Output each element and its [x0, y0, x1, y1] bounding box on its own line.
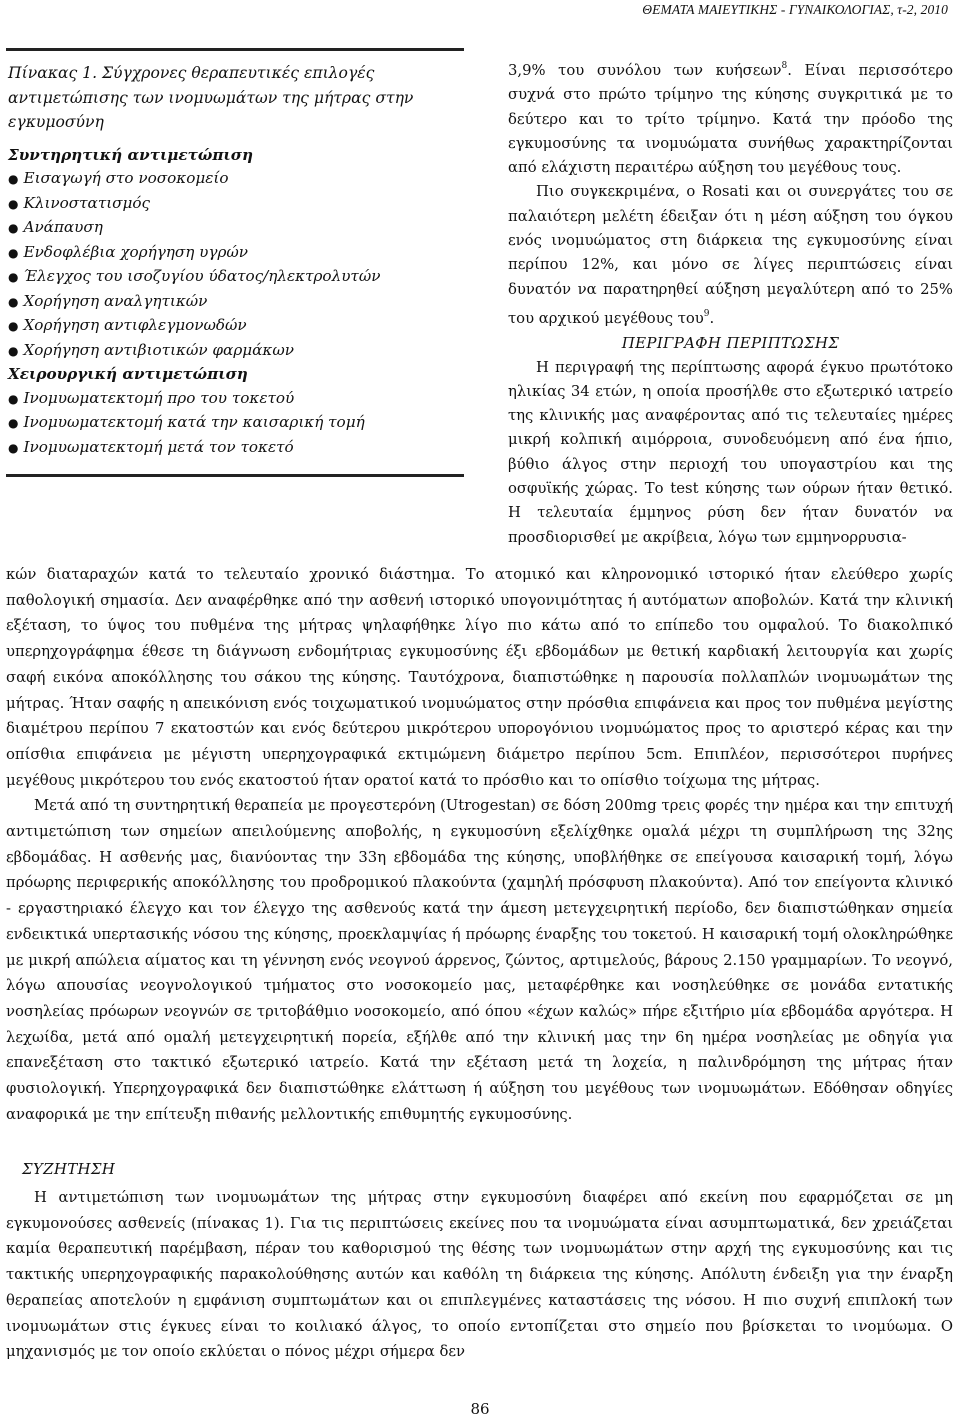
table-bottom-rule: [6, 474, 464, 477]
page-number: 86: [470, 1400, 490, 1418]
paragraph: Μετά από τη συντηρητική θεραπεία με προγεστερόνη (Utrogestan) σε δόση 200mg τρεις φορές την ημέρα και την επιτυχή αντιμετώπιση των σημείων απειλούμενης αποβολής, η εγκυμοσύνη εξελίχθηκε ομαλά μέχρι τη συμπλήρωση της 32ης εβδομάδας. Η ασθενής μας, διανύοντας την 33η εβδομάδα της κύησης, υποβλήθηκε σε επείγουσα καισαρική τομή, λόγω πρόωρης περιφερικής αποκόλλησης του προδρομικού πλακούντα (χαμηλή πρόσφυση πλακούντα). Από τον επείγοντα κλινικό - εργαστηριακό έλεγχο και τον έλεγχο της ασθενούς κατά την άμεση μετεγχειρητική περίοδο, δεν διαπιστώθηκαν σημεία ενδεικτικά υπερτασικής νόσου της κύησης, προεκλαμψίας ή πρόωρης έναρξης του τοκετού. Η καισαρική τομή ολοκληρώθηκε με μικρή απώλεια αίματος και τη γέννηση ενός νεογνού άρρενος, ζώντος, αρτιμελούς, βάρους 2.150 γραμμαρίων. Το νεογνό, λόγω απουσίας νεογνολογικού τμήματος στο νοσοκομείο μας, μεταφέρθηκε και νοσηλεύθηκε σε μονάδα εντατικής νοσηλείας πρόωρων νεογνών σε τριτοβάθμιο νοσοκομείο, από όπου «έχων καλώς» πήρε εξιτήριο μία εβδομάδα αργότερα. Η λεχωίδα, μετά από ομαλή μετεγχειρητική πορεία, εξήλθε από την κλινική μας την 6η ημέρα νοσηλείας με οδηγία για επανεξέταση στο τακτικό εξωτερικό ιατρείο. Κατά την εξέταση μετά τη λοχεία, η παλινδρόμηση της μήτρας ήταν φυσιολογική. Υπερηχογραφικά δεν διαπιστώθηκε ελάττωση ή αύξηση του μεγέθους των ινομυωμάτων. Εδόθησαν οδηγίες αναφορικά με την επίτευξη πιθανής μελλοντικής επιθυμητής εγκυμοσύνης.: [6, 797, 953, 1123]
discussion-heading: ΣΥΖΗΤΗΣΗ: [22, 1160, 116, 1178]
list-item: ● Ινομυωματεκτομή μετά τον τοκετό: [8, 437, 294, 456]
conservative-list: [6, 167, 466, 363]
bullet-icon: ●: [8, 221, 19, 235]
bullet-icon: ●: [8, 416, 19, 430]
surgical-heading: Χειρουργική αντιμετώπιση: [8, 365, 248, 383]
right-column: [508, 54, 953, 550]
list-item: ● Ενδοφλέβια χορήγηση υγρών: [8, 242, 249, 261]
paragraph: 3,9% του συνόλου των κυήσεων$^8$. Είναι περισσότερο συχνά στο πρώτο τρίμηνο της κύησης συγκριτικά με το δεύτερο και το τρίτο τρίμηνο. Κατά την πρόοδο της εγκυμοσύνης τα ινομυώματα συνήθως χαρακτηρίζονται από ελάχιστη περαιτέρω αύξηση του μεγέθους τους.: [508, 61, 953, 177]
bullet-icon: ●: [8, 319, 19, 333]
conservative-heading: Συντηρητική αντιμετώπιση: [8, 145, 254, 164]
list-item: ● Έλεγχος του ισοζυγίου ύδατος/ηλεκτρολυτών: [8, 267, 381, 285]
list-item: ● Χορήγηση αντιφλεγμονωδών: [8, 316, 247, 334]
table-1: [6, 48, 466, 477]
list-item: ● Χορήγηση αντιβιοτικών φαρμάκων: [8, 340, 294, 359]
list-item: ● Χορήγηση αναλγητικών: [8, 291, 208, 310]
bullet-icon: ●: [8, 172, 19, 186]
running-header: ΘΕΜΑΤΑ ΜΑΙΕΥΤΙΚΗΣ - ΓΥΝΑΙΚΟΛΟΓΙΑΣ, τ-2, 2010: [642, 2, 948, 17]
bullet-icon: ●: [8, 440, 19, 455]
paragraph: Η αντιμετώπιση των ινομυωμάτων της μήτρας στην εγκυμοσύνη διαφέρει από εκείνη που εφαρμόζεται σε μη εγκυμονούσες ασθενείς (πίνακας 1). Για τις περιπτώσεις εκείνες που τα ινομυώματα είναι ασυμπτωματικά, δεν χρειάζεται καμία θεραπευτική παρέμβαση, πέραν του καθορισμού της θέσης των ινομυωμάτων στην αρχή της εγκυμοσύνης και τις τακτικής υπερηχογραφικής παρακολούθησης αυτών και καθόλη τη διάρκεια της κύησης. Απόλυτη ένδειξη για την έναρξη θεραπείας αποτελούν η εμφάνιση συμπτωμάτων και οι επιπλεγμένες καταστάσεις της νόσου. Η πιο συχνή επιπλοκή των ινομυωμάτων στις έγκυες είναι το κοιλιακό άλγος, το οποίο εντοπίζεται στο σημείο που βρίσκεται το ινομύωμα. Ο μηχανισμός με τον οποίο εκλύεται ο πόνος μέχρι σήμερα δεν: [6, 1189, 953, 1361]
list-item: ● Κλινοστατισμός: [8, 193, 151, 212]
body-text: [6, 562, 953, 1127]
reference-9: 9: [703, 308, 710, 319]
bullet-icon: ●: [8, 294, 19, 309]
bullet-icon: ●: [8, 270, 19, 284]
bullet-icon: ●: [8, 343, 19, 358]
list-item: ● Ινομυωματεκτομή προ του τοκετού: [8, 388, 295, 407]
bullet-icon: ●: [8, 245, 19, 260]
bullet-icon: ●: [8, 196, 19, 211]
case-heading: ΠΕΡΙΓΡΑΦΗ ΠΕΡΙΠΤΩΣΗΣ: [621, 334, 840, 353]
list-item: ● Εισαγωγή στο νοσοκομείο: [8, 169, 229, 187]
list-item: ● Ανάπαυση: [8, 218, 103, 236]
surgical-list: [6, 387, 466, 461]
reference-8: 8: [781, 61, 788, 71]
list-item: ● Ινομυωματεκτομή κατά την καισαρική τομή: [8, 413, 365, 431]
paragraph: Πιο συγκεκριμένα, ο Rosati και οι συνεργάτες του σε παλαιότερη μελέτη έδειξαν ότι η μέση αύξηση του όγκου ενός ινομυώματος στη διάρκεια της εγκυμοσύνης είναι περίπου 12%, και μόνο σε λίγες περιπτώσεις είναι δυνατόν να παρατηρηθεί αύξηση μεγαλύτερη από το 25% του αρχικού μεγέθους του$^9$.: [508, 183, 953, 327]
bullet-icon: ●: [8, 391, 19, 406]
paragraph: κών διαταραχών κατά το τελευταίο χρονικό διάστημα. Το ατομικό και κληρονομικό ιστορικό ήταν ελεύθερο χωρίς παθολογική σημασία. Δεν αναφέρθηκε από την ασθενή ιστορικό υπογονιμότητας ή αυτόματων αποβολών. Κατά την κλινική εξέταση, το ύψος του πυθμένα της μήτρας ψηλαφήθηκε λίγο πιο κάτω από το επίπεδο του ομφαλού. Το διακολπικό υπερηχογράφημα έθεσε τη διάγνωση ενδομήτριας εγκυμοσύνης έξι εβδομάδων με θετική καρδιακή λειτουργία και χωρίς σαφή εικόνα αποκόλλησης του σάκου της κύησης. Ταυτόχρονα, διαπιστώθηκε η παρουσία πολλαπλών ινομυωμάτων της μήτρας. Ήταν σαφής η απεικόνιση ενός τοιχωματικού ινομυώματος στην πρόσθια επιφάνεια και προς τον πυθμένα μεγίστης διαμέτρου περίπου 7 εκατοστών και ενός δεύτερου μικρότερου υπορογόνιου ινομυώματος προς το αριστερό κέρας και την οπίσθια επιφάνεια με μέγιστη υπερηχογραφικά εκτιμώμενη διάμετρο περίπου 5cm. Επιπλέον, περισσότεροι πυρήνες μεγέθους μικρότερου του ενός εκατοστού ήταν ορατοί κατά το πρόσθιο και το οπίσθιο τοίχωμα της μήτρας.: [6, 566, 953, 789]
table-title: Πίνακας 1. Σύγχρονες θεραπευτικές επιλογές αντιμετώπισης των ινομυωμάτων της μήτρας στην εγκυμοσύνη: [8, 64, 414, 131]
discussion-text: [6, 1185, 953, 1365]
table-top-rule: [6, 48, 464, 51]
paragraph: Η περιγραφή της περίπτωσης αφορά έγκυο πρωτότοκο ηλικίας 34 ετών, η οποία προσήλθε στο εξωτερικό ιατρείο της κλινικής μας αναφέροντας από τις τελευταίες ημέρες μικρή κολπική αιμόρροια, συνοδευόμενη από ένα ήπιο, βύθιο άλγος στην περιοχή του υπογαστρίου και της οσφυϊκής χώρας. Το test κύησης των ούρων ήταν θετικό. Η τελευταία έμμηνος ρύση δεν ήταν δυνατόν να προσδιορισθεί με ακρίβεια, λόγω των εμμηνορρυσια-: [508, 358, 953, 546]
